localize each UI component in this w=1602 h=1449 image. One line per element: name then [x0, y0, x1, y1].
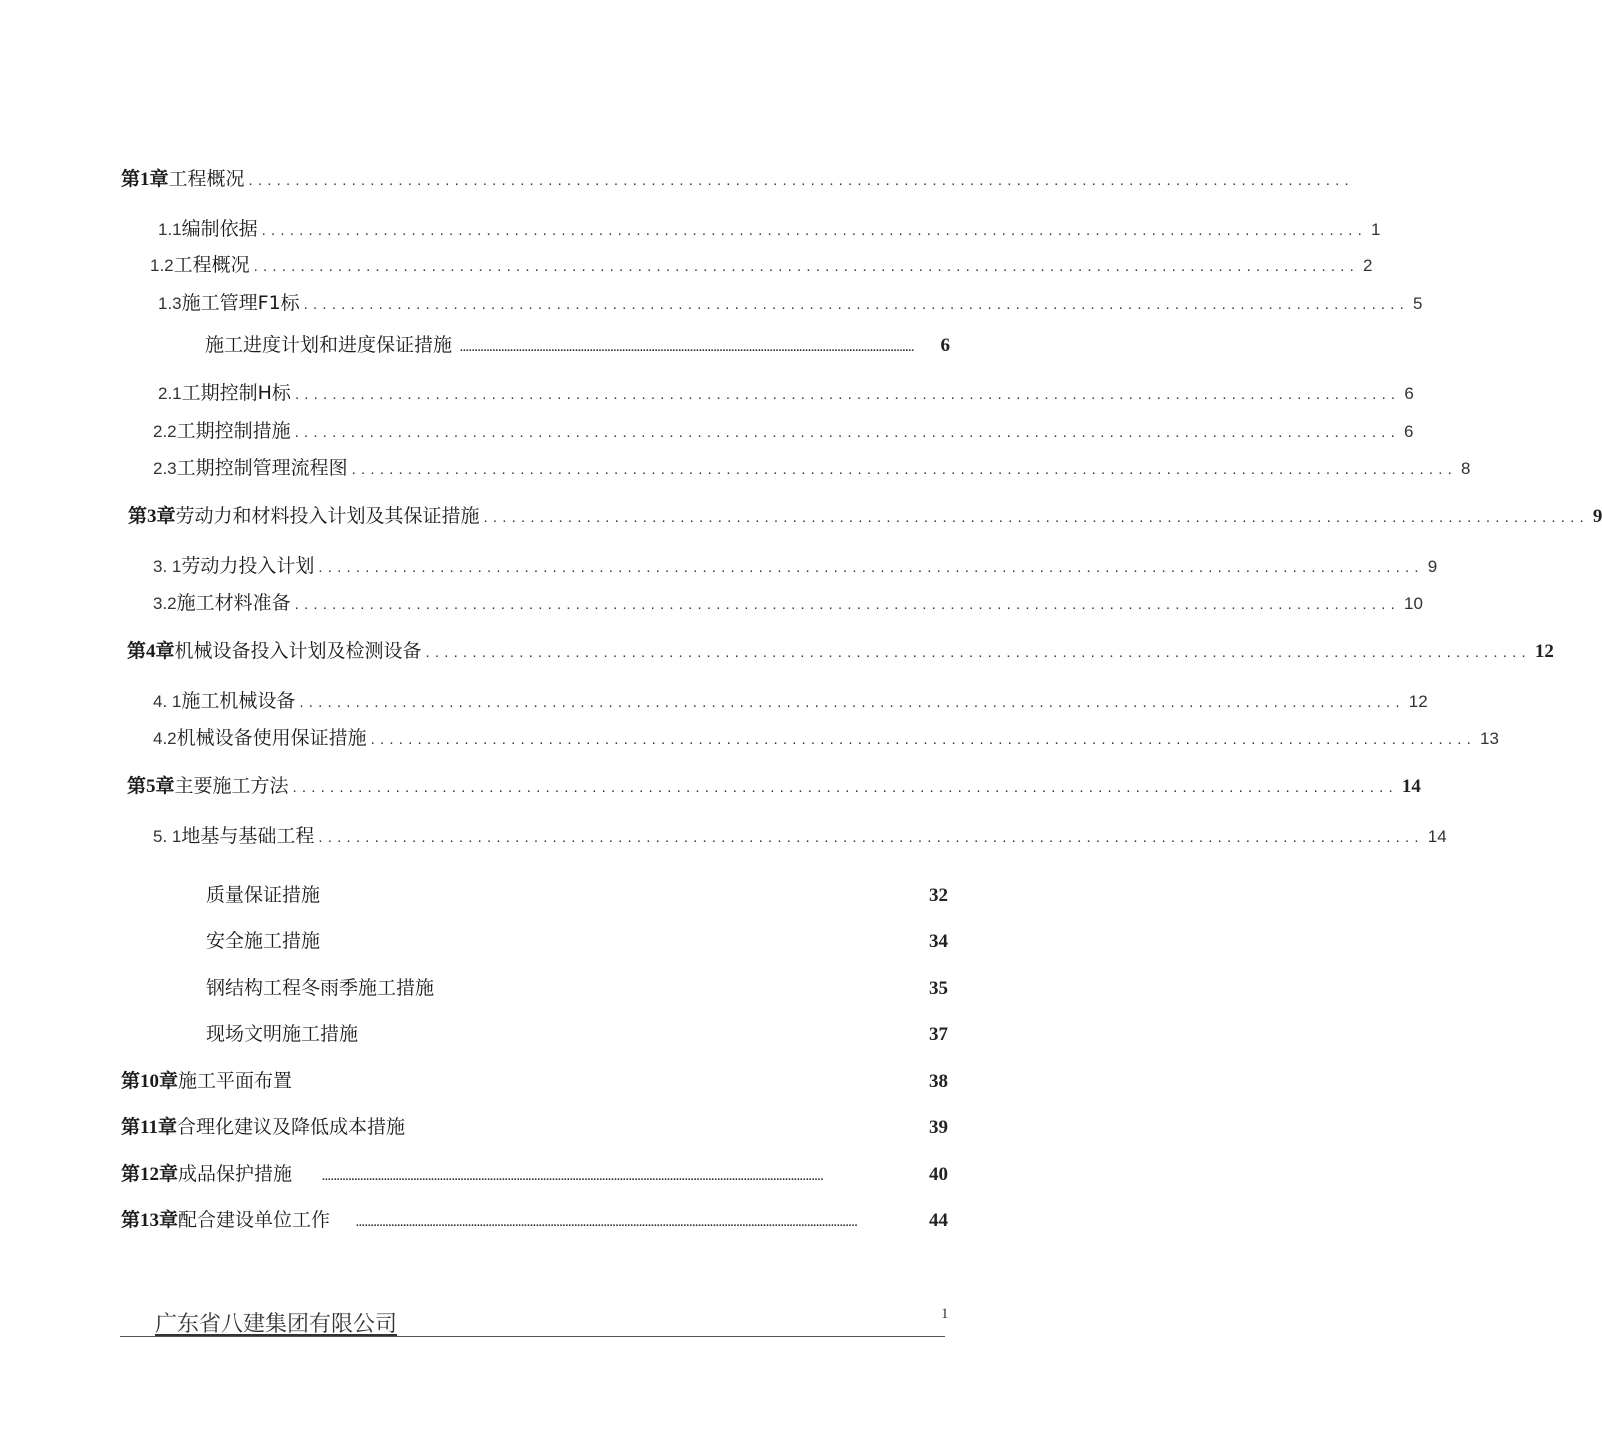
chapter-prefix: 第5章: [127, 776, 175, 797]
section-number: 1.1: [158, 220, 182, 239]
toc-entry[interactable]: [128, 501, 1602, 528]
toc-entry[interactable]: [121, 1159, 948, 1186]
entry-title: 配合建设单位工作: [178, 1209, 331, 1231]
chapter-prefix: 第10章: [121, 1071, 179, 1092]
toc-entry[interactable]: [206, 1019, 948, 1046]
footer-rule: [120, 1336, 945, 1337]
dot-leader: ......................................................................................................................: [253, 258, 1360, 275]
toc-entry[interactable]: [127, 636, 1554, 663]
page-number: 34: [929, 931, 948, 952]
entry-title: 施工材料准备: [176, 592, 291, 614]
dot-leader: ......................................................................................................................: [425, 644, 1531, 661]
toc-entry[interactable]: [153, 551, 1438, 578]
dot-leader: ......................................................................................................................: [318, 829, 1424, 846]
entry-title: 质量保证措施: [206, 884, 321, 906]
page-number: 6: [1404, 384, 1414, 403]
page-number: 9: [1427, 557, 1438, 576]
page-number: 38: [929, 1071, 948, 1092]
toc-entry[interactable]: [121, 1112, 948, 1139]
section-number: 3. 1: [153, 557, 182, 576]
chapter-prefix: 第1章: [121, 169, 169, 190]
toc-entry[interactable]: [150, 250, 1373, 277]
chapter-prefix: 第11章: [121, 1117, 177, 1138]
section-number: 4. 1: [153, 692, 182, 711]
toc-entry[interactable]: [153, 723, 1499, 750]
page-number: 40: [929, 1164, 948, 1185]
entry-title: 施工平面布置: [178, 1070, 293, 1092]
page-number: 2: [1363, 256, 1373, 275]
entry-title: 劳动力投入计划: [181, 555, 315, 577]
entry-title: 机械设备投入计划及检测设备: [174, 640, 422, 662]
toc-entry[interactable]: [206, 973, 948, 1000]
entry-title: 工程概况: [173, 254, 250, 276]
toc-entry[interactable]: [158, 214, 1381, 241]
toc-entry[interactable]: [121, 1205, 948, 1232]
toc-entry[interactable]: [121, 1066, 948, 1093]
dot-leader: ......................................................................................................................: [261, 222, 1368, 239]
chapter-prefix: 第4章: [127, 641, 175, 662]
chapter-prefix: 第3章: [128, 506, 176, 527]
toc-entry[interactable]: [153, 686, 1428, 713]
page-number: 12: [1408, 692, 1428, 711]
entry-title: 施工进度计划和进度保证措施: [205, 334, 453, 356]
chapter-prefix: 第12章: [121, 1164, 179, 1185]
toc-entry[interactable]: [127, 771, 1421, 798]
section-number: 1.3: [158, 294, 182, 313]
toc-entry[interactable]: [158, 288, 1423, 315]
toc-entry[interactable]: [206, 926, 948, 953]
dot-leader: ..........................................................................................................................................................: [460, 342, 915, 354]
entry-title: 施工机械设备: [181, 690, 296, 712]
entry-title: 编制依据: [181, 218, 258, 240]
toc-entry[interactable]: [153, 588, 1423, 615]
section-number: 1.2: [150, 256, 174, 275]
entry-title: 工程概况: [168, 168, 245, 190]
dot-leader: ......................................................................................................................: [370, 731, 1477, 748]
page-number: 44: [929, 1210, 948, 1231]
toc-entry[interactable]: [206, 880, 948, 907]
dot-leader: ......................................................................................................................: [351, 461, 1458, 478]
entry-title: 劳动力和材料投入计划及其保证措施: [175, 505, 480, 527]
toc-entry[interactable]: [158, 378, 1414, 405]
entry-title: 施工管理F1标: [181, 292, 300, 314]
page-number: 35: [929, 978, 948, 999]
entry-title: 安全施工措施: [206, 930, 321, 952]
page-number: 37: [929, 1024, 948, 1045]
entry-title: 地基与基础工程: [181, 825, 315, 847]
entry-title: 合理化建议及降低成本措施: [176, 1116, 405, 1138]
entry-title: 工期控制措施: [176, 420, 291, 442]
footer-page-number: 1: [941, 1306, 949, 1322]
page-number: 1: [1371, 220, 1381, 239]
toc-entry[interactable]: [121, 164, 1354, 191]
section-number: 2.1: [158, 384, 182, 403]
chapter-prefix: 第13章: [121, 1210, 179, 1231]
entry-title: 成品保护措施: [178, 1163, 293, 1185]
dot-leader: ..........................................................................................................................................................................: [322, 1171, 824, 1183]
section-number: 5. 1: [153, 827, 182, 846]
page-number: 5: [1413, 294, 1423, 313]
page-number: 10: [1404, 594, 1423, 613]
page-number: 6: [1404, 422, 1414, 441]
footer-company-name: 广东省八建集团有限公司: [155, 1311, 398, 1336]
section-number: 3.2: [153, 594, 177, 613]
toc-entry[interactable]: [153, 416, 1414, 443]
section-number: 2.2: [153, 422, 177, 441]
page-number: 12: [1534, 641, 1554, 662]
entry-title: 钢结构工程冬雨季施工措施: [206, 977, 435, 999]
dot-leader: ......................................................................................................................: [294, 386, 1401, 403]
entry-title: 机械设备使用保证措施: [176, 727, 367, 749]
section-number: 2.3: [153, 459, 177, 478]
entry-title: 工期控制H标: [181, 382, 291, 404]
dot-leader: ......................................................................................................................: [303, 296, 1410, 313]
page-number: 6: [940, 335, 950, 356]
dot-leader: ......................................................................................................................: [318, 559, 1424, 576]
entry-title: 现场文明施工措施: [206, 1023, 359, 1045]
page-number: 8: [1461, 459, 1471, 478]
page-number: 32: [929, 885, 948, 906]
toc-entry[interactable]: [153, 453, 1471, 480]
dot-leader: ......................................................................................................................: [248, 172, 1354, 189]
dot-leader: ..........................................................................................................................................................................: [356, 1217, 858, 1229]
dot-leader: ......................................................................................................................: [294, 596, 1401, 613]
toc-entry[interactable]: [153, 821, 1447, 848]
dot-leader: ......................................................................................................................: [294, 424, 1401, 441]
entry-title: 主要施工方法: [174, 775, 289, 797]
section-number: 4.2: [153, 729, 177, 748]
dot-leader: ......................................................................................................................: [292, 779, 1398, 796]
page-number: 13: [1480, 729, 1499, 748]
dot-leader: ......................................................................................................................: [483, 509, 1589, 526]
page-number: 14: [1427, 827, 1447, 846]
entry-title: 工期控制管理流程图: [176, 457, 348, 479]
page-number: 39: [929, 1117, 948, 1138]
page-number: 14: [1401, 776, 1421, 797]
dot-leader: ......................................................................................................................: [299, 694, 1405, 711]
toc-entry[interactable]: [205, 330, 950, 357]
page-number: 9: [1592, 506, 1602, 527]
